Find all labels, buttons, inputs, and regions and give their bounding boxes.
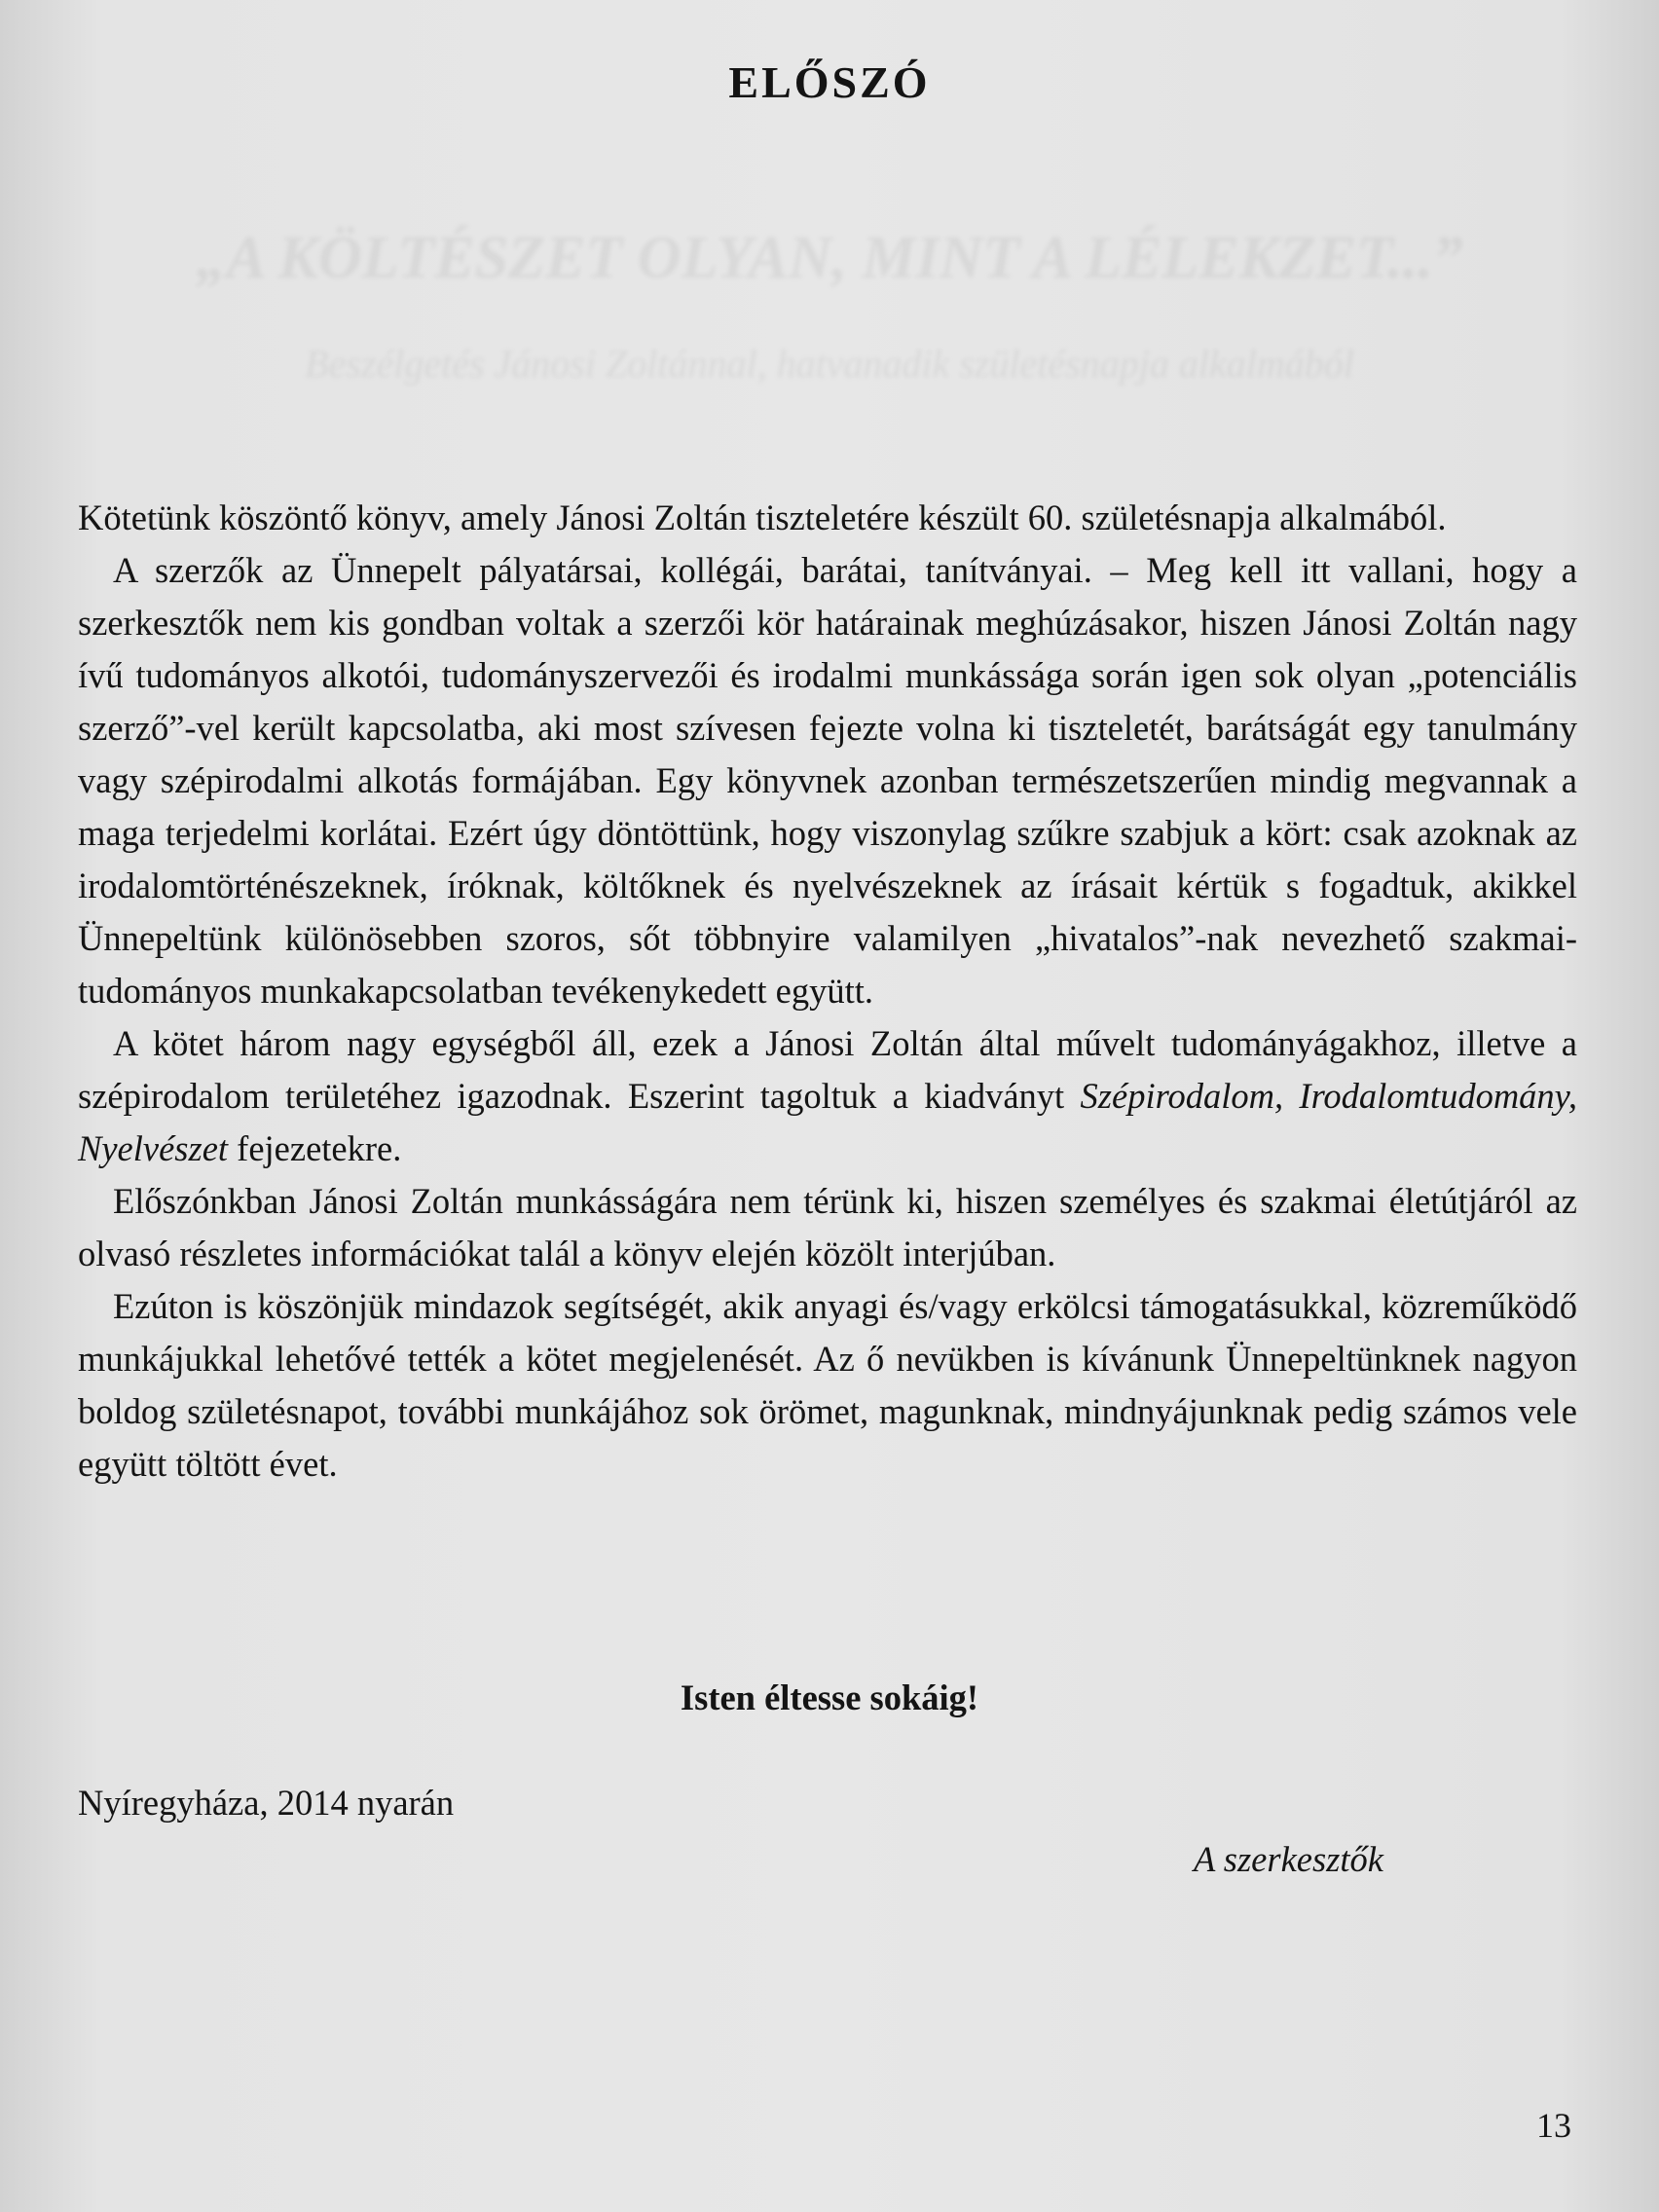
paragraph-3-end: fejezetekre. bbox=[228, 1128, 402, 1168]
paragraph-5: Ezúton is köszönjük mindazok segítségét, akik anyagi és/vagy erkölcsi támogatásukkal, közreműködő munkájukkal lehetővé tették a kötet megjelenését. Az ő nevükben is kívánunk Ünnepeltünknek nagyon boldog születésnapot, további munkájához sok örömet, magunknak, mindnyájunknak pedig számos vele együtt töltött évet. bbox=[78, 1286, 1577, 1484]
page-number: 13 bbox=[1536, 2106, 1571, 2145]
paragraph-2: A szerzők az Ünnepelt pályatársai, kollégái, barátai, tanítványai. – Meg kell itt vallani, hogy a szerkesztők nem kis gondban voltak a szerzői kör határainak meghúzásakor, hiszen Jánosi Zoltán nagy ívű tudományos alkotói, tudományszervezői és irodalmi munkássága során igen sok olyan „potenciális szerző”-vel került kapcsolatba, aki most szívesen fejezte volna ki tiszteletét, barátságát egy tanulmány vagy szépirodalmi alkotás formájában. Egy könyvnek azonban természetszerűen mindig megvannak a maga terjedelmi korlátai. Ezért úgy döntöttünk, hogy viszonylag szűkre szabjuk a kört: csak azoknak az irodalomtörténészeknek, íróknak, költőknek és nyelvészeknek az írásait kértük s fogadtuk, akikkel Ünnepeltünk különösebben szoros, sőt többnyire valamilyen „hivatalos”-nak nevezhető szakmai-tudományos munkakapcsolatban tevékenykedett együtt. bbox=[78, 550, 1577, 1011]
separator: , bbox=[1273, 1076, 1300, 1116]
place-and-date: Nyíregyháza, 2014 nyarán bbox=[78, 1783, 455, 1823]
signature-editors: A szerkesztők bbox=[1194, 1839, 1383, 1879]
chapter-name-irodalomtudomany: Irodalomtudomány bbox=[1299, 1076, 1568, 1116]
paragraph-3 bbox=[78, 1017, 1577, 1175]
page-title: ELŐSZÓ bbox=[728, 57, 931, 107]
paragraph-1: Kötetünk köszöntő könyv, amely Jánosi Zoltán tiszteletére készült 60. születésnapja alkalmából. bbox=[78, 498, 1447, 537]
paragraph-4: Előszónkban Jánosi Zoltán munkásságára nem térünk ki, hiszen személyes és szakmai életútjáról az olvasó részletes információkat talál a könyv elején közölt interjúban. bbox=[78, 1181, 1577, 1273]
separator: , bbox=[1567, 1076, 1577, 1116]
show-through-text: „A KÖLTÉSZET OLYAN, MINT A LÉLEKZET...” bbox=[196, 225, 1463, 291]
chapter-name-szepirodalom: Szépirodalom bbox=[1080, 1076, 1274, 1116]
birthday-wish: Isten éltesse sokáig! bbox=[680, 1677, 979, 1717]
preface-body bbox=[78, 492, 1577, 1491]
paragraph-3-text: A kötet három nagy egységből áll, ezek a Jánosi Zoltán által művelt tudományágakhoz, illetve a szépirodalom területéhez igazodnak. Eszerint tagoltuk a kiadványt bbox=[78, 1023, 1577, 1116]
chapter-name-nyelveszet: Nyelvészet bbox=[78, 1128, 229, 1168]
show-through-text: Beszélgetés Jánosi Zoltánnal, hatvanadik születésnapja alkalmából bbox=[305, 342, 1354, 386]
